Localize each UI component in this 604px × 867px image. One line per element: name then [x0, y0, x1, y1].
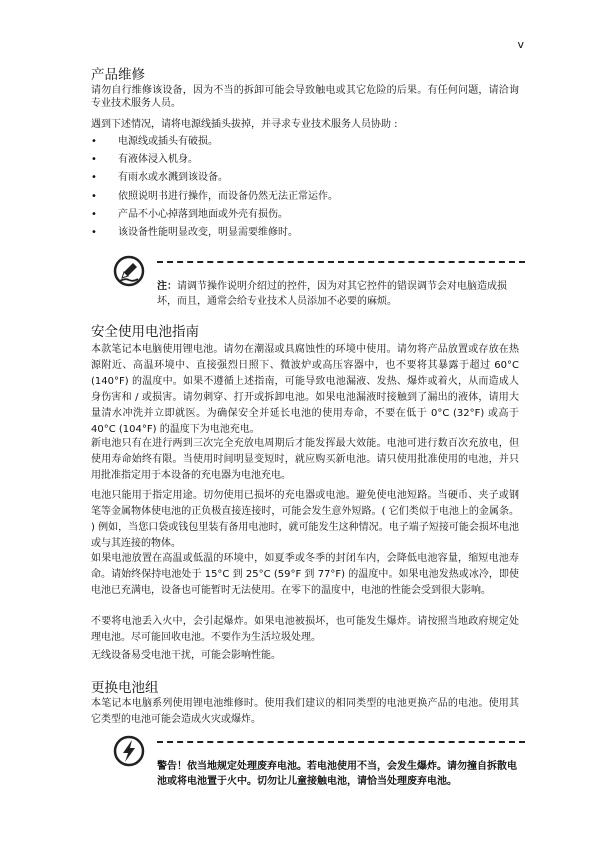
warning-text: 警告！依当地规定处理废弃电池。若电池使用不当，会发生爆炸。请勿撞自拆散电池或将电池置于火中。切勿让儿童接触电池，请恰当处理废弃电池。: [157, 761, 517, 787]
list-item: • 有雨水或水溅到该设备。: [91, 169, 338, 187]
repair-intro-2: 遇到下述情况，请将电源线插头拔掉，并寻求专业技术服务人员协助 :: [91, 119, 398, 130]
bullet-icon: •: [91, 172, 97, 184]
section-title-product-repair: 产品维修: [91, 67, 145, 83]
bullet-icon: •: [91, 154, 97, 166]
battery-paragraph-6: 无线设备易受电池干扰，可能会影响性能。: [91, 650, 281, 661]
section-title-battery-replace: 更换电池组: [91, 680, 159, 696]
page-number: v: [517, 38, 524, 51]
battery-paragraph-3: 电池只能用于指定用途。切勿使用已损坏的充电器或电池。避免使电池短路。当硬币、夹子或钢笔等金属物体使电池的正负极直接连接时，可能会发生意外短路。( 它们类似于电池上的金属条。 ) 例如，当您口袋或钱包里装有备用电池时，就可能发生这种情况。电子端子短接可能会损坏电池或与其连接的物体。: [91, 490, 519, 549]
note-text: [157, 279, 517, 309]
list-item: • 该设备性能明显改变，明显需要维修时。: [91, 224, 338, 242]
note-divider: [157, 261, 525, 263]
list-item: • 依照说明书进行操作，而设备仍然无法正常运作。: [91, 188, 338, 206]
list-item: • 产品不小心掉落到地面或外壳有损伤。: [91, 206, 338, 224]
battery-paragraph-4: 如果电池放置在高温或低温的环境中，如夏季或冬季的封闭车内，会降低电池容量，缩短电池寿命。请始终保持电池处于 15°C 到 25°C (59°F 到 77°F) 的温度中。如果电池发热或冰冷，即使电池已充满电，设备也可能暂时无法使用。在零下的温度中，电池的性能会受到很大影响。: [91, 553, 519, 596]
battery-paragraph-2: 新电池只有在进行两到三次完全充放电周期后才能发挥最大效能。电池可进行数百次充放电，但使用寿命始终有限。当使用时间明显变短时，就应购买新电池。请只使用批准使用的电池，并只用批准指定用于本设备的充电器为电池充电。: [91, 438, 519, 481]
lightning-warning-icon: [113, 735, 145, 767]
battery-paragraph-1: 本款笔记本电脑使用锂电池。请勿在潮湿或具腐蚀性的环境中使用。请勿将产品放置或存放在热源附近、高温环境中、直接强烈日照下、微波炉或高压容器中，也不要将其暴露于超过 60°C (140°F) 的温度中。如果不遵循上述指南，可能导致电池漏液、发热、爆炸或着火，从而造成人身伤害和 / 或损害。请勿刺穿、打开或拆卸电池。如果电池漏液时接触到了漏出的液体，请用大量清水冲洗并立即就医。为确保安全并延长电池的使用寿命，不要在低于 0°C (32°F) 或高于 40°C (104°F) 的温度下为电池充电。: [91, 344, 519, 435]
note-label: 注：: [157, 281, 177, 292]
list-item: • 电源线或插头有破损。: [91, 133, 338, 151]
bullet-icon: •: [91, 136, 97, 147]
repair-intro-1: 请勿自行维修该设备，因为不当的拆卸可能会导致触电或其它危险的后果。有任何问题，请洽询专业技术服务人员。: [91, 85, 519, 109]
warning-divider: [157, 741, 525, 743]
repair-conditions-list: [91, 133, 338, 242]
bullet-icon: •: [91, 190, 97, 202]
pencil-note-icon: [113, 255, 145, 287]
note-body: 请调节操作说明介绍过的控件，因为对其它控件的错误调节会对电脑造成损坏，而且，通常会给专业技术人员添加不必要的麻烦。: [157, 281, 507, 307]
section-title-battery-safety: 安全使用电池指南: [91, 324, 199, 340]
bullet-icon: •: [91, 226, 97, 238]
bullet-icon: •: [91, 208, 97, 220]
battery-paragraph-5: 不要将电池丢入火中，会引起爆炸。如果电池被损坏，也可能发生爆炸。请按照当地政府规定处理电池。尽可能回收电池。不要作为生活垃圾处理。: [91, 616, 519, 643]
replace-paragraph: 本笔记本电脑系列使用锂电池维修时。使用我们建议的相同类型的电池更换产品的电池。使用其它类型的电池可能会造成火灾或爆炸。: [91, 698, 519, 725]
list-item: • 有液体浸入机身。: [91, 151, 338, 169]
